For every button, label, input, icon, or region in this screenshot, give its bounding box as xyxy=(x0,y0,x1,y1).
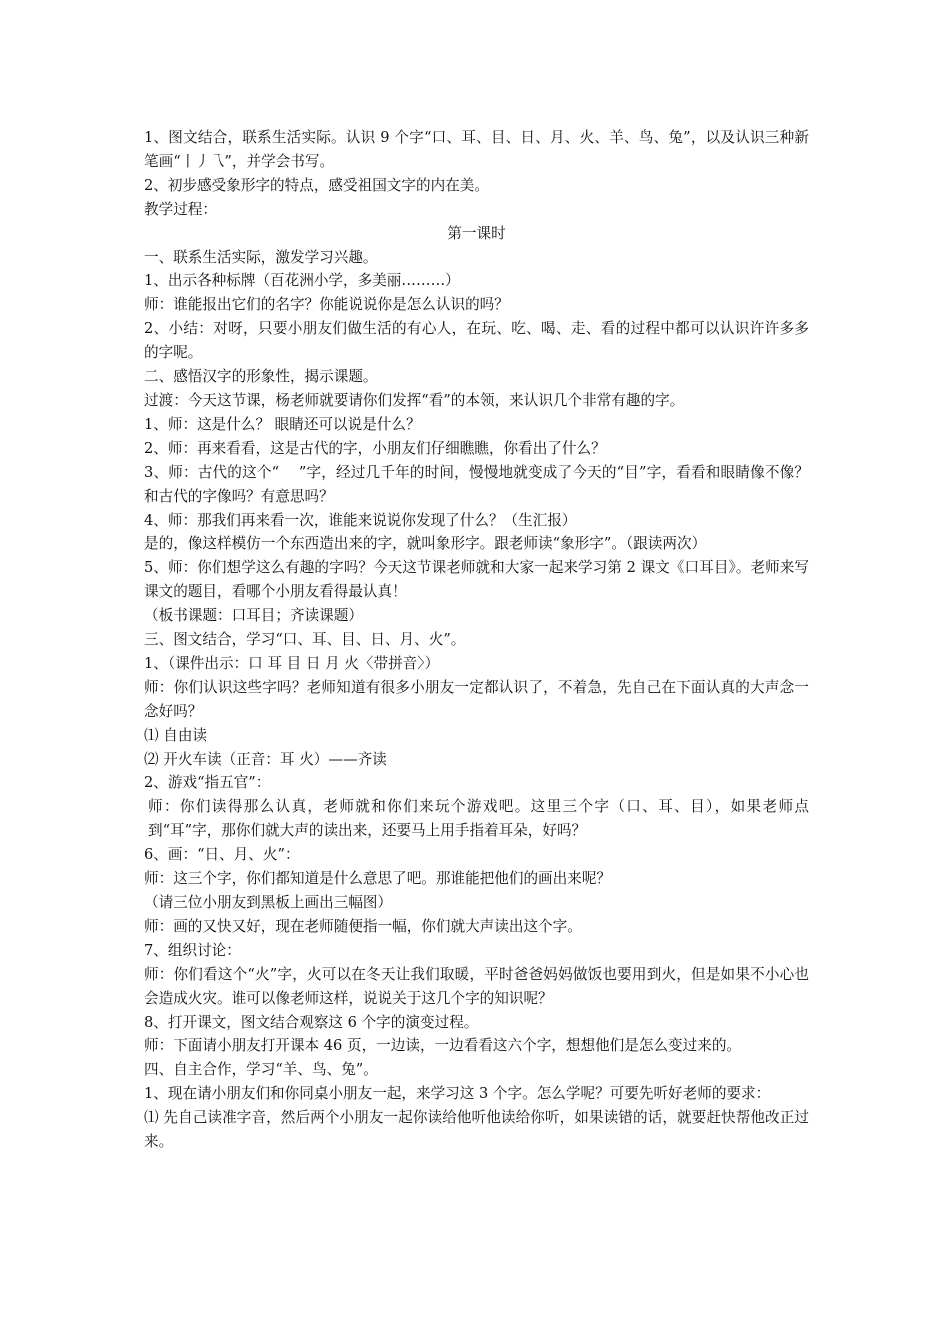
document-paragraph: 2、师：再来看看，这是古代的字，小朋友们仔细瞧瞧，你看出了什么？ xyxy=(144,439,606,457)
document-paragraph: 4、师：那我们再来看一次，谁能来说说你发现了什么？（生汇报） xyxy=(144,511,577,529)
document-paragraph: 师：这三个字，你们都知道是什么意思了吧。那谁能把他们的画出来呢？ xyxy=(144,870,612,888)
document-paragraph: 5、师：你们想学这么有趣的字吗？今天这节课老师就和大家一起来学习第 2 课文《口耳目》。老师来写课文的题目，看哪个小朋友看得最认真！ xyxy=(144,559,809,601)
document-paragraph: （板书课题：口耳目；齐读课题） xyxy=(144,607,363,625)
document-paragraph: 一、联系生活实际，激发学习兴趣。 xyxy=(144,248,378,266)
document-paragraph: 2、小结：对呀，只要小朋友们做生活的有心人，在玩、吃、喝、走、看的过程中都可以认识许许多多的字呢。 xyxy=(144,320,809,362)
document-paragraph: 四、自主合作，学习“羊、鸟、兔”。 xyxy=(144,1061,378,1079)
document-paragraph: 师：下面请小朋友打开课本 46 页，一边读，一边看看这六个字，想想他们是怎么变过来的。 xyxy=(144,1037,742,1055)
document-paragraph: 教学过程： xyxy=(144,200,217,218)
document-paragraph: 3、师：古代的这个“ ”字，经过几千年的时间，慢慢地就变成了今天的“目”字，看看和眼睛像不像？和古代的字像吗？有意思吗？ xyxy=(144,463,809,505)
document-paragraph: 师：画的又快又好，现在老师随便指一幅，你们就大声读出这个字。 xyxy=(144,917,582,935)
document-paragraph: 6、画：“日、月、火”： xyxy=(144,846,300,864)
document-paragraph: 三、图文结合，学习“口、耳、目、日、月、火”。 xyxy=(144,631,466,649)
document-paragraph: 1、（课件出示：口 耳 目 日 月 火〈带拼音〉） xyxy=(144,654,440,672)
document-paragraph: 师：你们看这个“火”字，火可以在冬天让我们取暖，平时爸爸妈妈做饭也要用到火，但是如果不小心也会造成火灾。谁可以像老师这样，说说关于这几个字的知识呢？ xyxy=(144,965,809,1007)
document-paragraph: 是的，像这样模仿一个东西造出来的字，就叫象形字。跟老师读“象形字”。（跟读两次） xyxy=(144,535,707,553)
document-paragraph: 7、组织讨论： xyxy=(144,941,241,959)
document-paragraph: 二、感悟汉字的形象性，揭示课题。 xyxy=(144,368,378,386)
document-paragraph: ⑵ 开火车读（正音：耳 火）——齐读 xyxy=(144,750,387,768)
document-paragraph: 师：你们认识这些字吗？老师知道有很多小朋友一定都认识了，不着急，先自己在下面认真的大声念一念好吗？ xyxy=(144,678,809,720)
document-paragraph: ⑴ 先自己读准字音，然后两个小朋友一起你读给他听他读给你听，如果读错的话，就要赶快帮他改正过来。 xyxy=(144,1109,809,1151)
document-paragraph: （请三位小朋友到黑板上画出三幅图） xyxy=(144,894,393,911)
document-paragraph: 过渡：今天这节课，杨老师就要请你们发挥“看”的本领，来认识几个非常有趣的字。 xyxy=(144,391,685,409)
document-paragraph: 2、初步感受象形字的特点，感受祖国文字的内在美。 xyxy=(144,176,489,194)
document-paragraph: ⑴ 自由读 xyxy=(144,726,208,744)
document-paragraph: 1、师：这是什么？ 眼睛还可以说是什么？ xyxy=(144,415,421,433)
document-paragraph: 8、打开课文，图文结合观察这 6 个字的演变过程。 xyxy=(144,1013,479,1031)
document-page xyxy=(144,126,809,1154)
document-paragraph: 1、现在请小朋友们和你同桌小朋友一起，来学习这 3 个字。怎么学呢？可要先听好老师的要求： xyxy=(144,1085,771,1103)
section-heading: 第一课时 xyxy=(447,224,506,242)
document-paragraph: 2、游戏“指五官”： xyxy=(144,774,271,792)
document-paragraph: 1、图文结合，联系生活实际。认识 9 个字“口、耳、目、日、月、火、羊、鸟、兔”，以及认识三种新笔画“丨丿乁”，并学会书写。 xyxy=(144,129,809,170)
document-paragraph: 师：谁能报出它们的名字？你能说说你是怎么认识的吗？ xyxy=(144,296,509,314)
document-paragraph: 师：你们读得那么认真，老师就和你们来玩个游戏吧。这里三个字（口、耳、目），如果老师点到“耳”字，那你们就大声的读出来，还要马上用手指着耳朵，好吗？ xyxy=(148,798,809,840)
document-paragraph: 1、出示各种标牌（百花洲小学，多美丽………） xyxy=(144,272,460,290)
